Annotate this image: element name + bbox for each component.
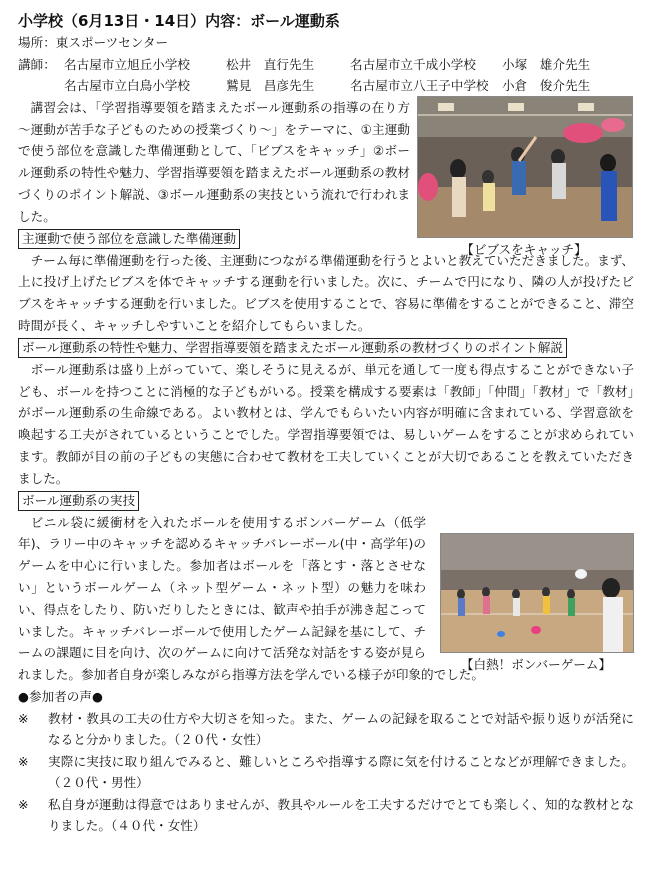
lecturers-label: 講師： [18, 56, 56, 72]
gym-photo [440, 533, 634, 653]
photo-bibs-catch [417, 96, 631, 257]
lecturer-name: 松井 直行先生 [226, 56, 315, 72]
voice-item [18, 708, 634, 751]
lecturer-name: 鷲見 昌彦先生 [226, 78, 315, 94]
lecturer-school: 名古屋市立旭丘小学校 [64, 56, 190, 72]
voice-item [18, 751, 634, 794]
voice-item [18, 794, 634, 837]
voice-mark: ※ [18, 796, 29, 812]
gym-scene-image [418, 97, 632, 237]
venue: 場所：東スポーツセンター [18, 35, 169, 50]
photo-bomber-game [440, 533, 632, 672]
voice-text: 実際に実技に取り組んでみると、難しいところや指導する際に気を付けることなどが理解できました。（２０代・男性） [48, 753, 634, 791]
lecturers [18, 54, 634, 97]
photo1-caption: 【ビブスをキャッチ】 [461, 242, 587, 257]
voice-mark: ※ [18, 710, 29, 726]
bomber-game-image [441, 534, 633, 652]
section3-body: ビニル袋に緩衝材を入れたボールを使用するボンバーゲーム（低学年)、ラリー中のキャッチを認めるキャッチバレーボール(中・高学年)のゲームを中心に行いました。参加者はボールを「落とす・落とさせない」というボールゲーム（ネット型ゲーム・ネット型）の魅力を味わい、得点をしたり、防いだりしたときには、歓声や拍手が沸き起こっていました。キャッチバレーボールで使用したゲーム記録を基にして、チームの課題に目を向け、次のゲームに向けて活発な対話をする姿が見られました。参加者自身が楽しみながら指導方法を学んでいる様子が印象的でした。 [18, 512, 634, 686]
section2-heading: ボール運動系の特性や魅力、学習指導要領を踏まえたボール運動系の教材づくりのポイント解説 [18, 338, 567, 358]
lecturer-name: 小倉 俊介先生 [502, 78, 591, 94]
page-title: 小学校（6月13日・14日）内容：ボール運動系 [18, 12, 340, 30]
lecturers-grid [64, 54, 602, 97]
lecturer-school: 名古屋市立白鳥小学校 [64, 78, 190, 94]
section1-body: チーム毎に準備運動を行った後、主運動につながる準備運動を行うとよいと教えていただきました。まず、上に投げ上げたビブスを体でキャッチする運動を行いました。次に、チームで円になり、隣の人が投げたビブスをキャッチする運動を行いました。ビブスを使用することで、容易に準備をすることができること、滞空時間が長く、キャッチしやすいことを紹介してもらいました。 [18, 252, 634, 333]
voices-heading: ●参加者の声● [18, 688, 103, 704]
lecturer-name: 小塚 雄介先生 [502, 56, 591, 72]
section2-body: ボール運動系は盛り上がっていて、楽しそうに見えるが、単元を通して一度も得点することができない子ども、ボールを持つことに消極的な子どもがいる。授業を構成する要素は「教師」「仲間」「教材」で「教材」がボール運動系の生命線である。よい教材とは、学んでもらいたい内容が明確に含まれている、学習意欲を喚起する工夫がされているということでした。学習指導要領では、易しいゲームをすることが求められています。教師が目の前の子どもの実態に合わせて教材を工夫していくことが大切であることを教えていただきました。 [18, 361, 635, 486]
gym-photo [417, 96, 633, 238]
lecturer-school: 名古屋市立千成小学校 [350, 56, 476, 72]
voice-text: 教材・教具の工夫の仕方や大切さを知った。また、ゲームの記録を取ることで対話や振り返りが活発になると分かりました。（２０代・女性） [48, 710, 634, 748]
section3-heading: ボール運動系の実技 [18, 491, 139, 511]
lecturer-school: 名古屋市立八王子中学校 [350, 78, 489, 94]
voice-mark: ※ [18, 753, 29, 769]
voice-text: 私自身が運動は得意ではありませんが、教具やルールを工夫するだけでとても楽しく、知的な教材となりました。（４０代・女性） [48, 796, 634, 834]
intro-paragraph: 講習会は、「学習指導要領を踏まえたボール運動系の指導の在り方～運動が苦手な子どものための授業づくり～」をテーマに、①主運動で使う部位を意識した準備運動として、「ビブスをキャッチ」②ボール運動系の特性や魅力、学習指導要領を踏まえたボール運動系の教材づくりのポイント解説、③ボール運動系の実技という流れで行われました。 [18, 99, 410, 224]
section1-heading: 主運動で使う部位を意識した準備運動 [18, 229, 240, 249]
photo2-caption: 【白熱！ボンバーゲーム】 [460, 657, 612, 672]
